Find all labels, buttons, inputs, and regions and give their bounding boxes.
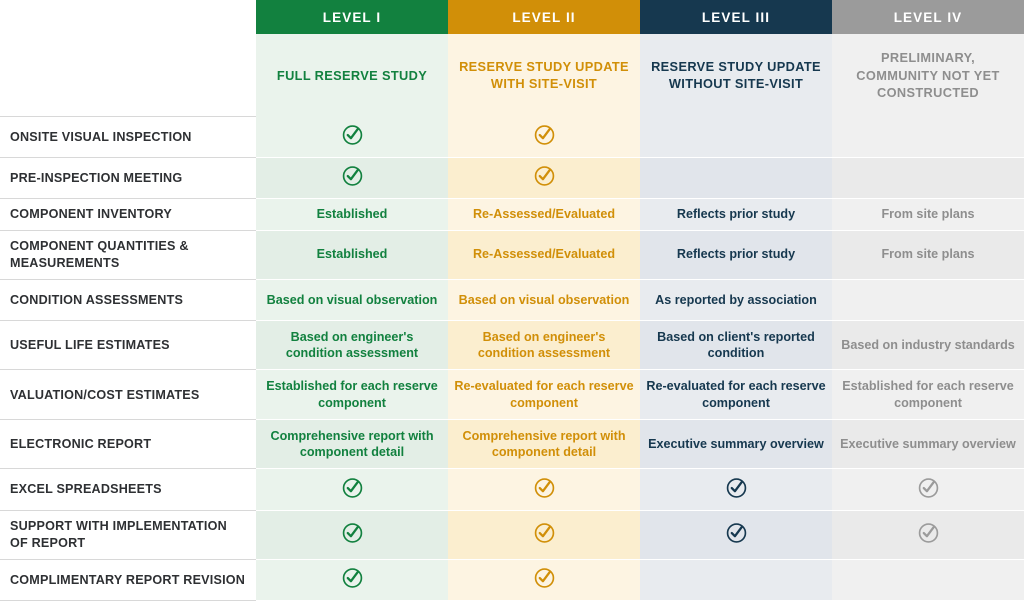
header-level-4: LEVEL IV (832, 0, 1024, 34)
table-cell (640, 117, 832, 158)
table-cell: From site plans (832, 230, 1024, 279)
table-cell (832, 559, 1024, 600)
table-cell: Reflects prior study (640, 199, 832, 231)
header-level-3: LEVEL III (640, 0, 832, 34)
header-corner-blank (0, 0, 256, 34)
table-cell: Re-Assessed/Evaluated (448, 199, 640, 231)
header-description-4: PRELIMINARY, COMMUNITY NOT YET CONSTRUCTED (832, 34, 1024, 117)
table-cell: Based on industry standards (832, 321, 1024, 370)
table-cell: Established for each reserve component (832, 370, 1024, 419)
table-cell: Based on visual observation (448, 279, 640, 320)
table-cell (640, 559, 832, 600)
table-row (0, 370, 1024, 419)
table-row (0, 510, 1024, 559)
table-cell: Re-evaluated for each reserve component (640, 370, 832, 419)
row-label: VALUATION/COST ESTIMATES (0, 370, 256, 419)
check-icon (534, 477, 555, 498)
row-label: ONSITE VISUAL INSPECTION (0, 117, 256, 158)
check-icon (342, 522, 363, 543)
table-row (0, 117, 1024, 158)
table-cell (256, 469, 448, 510)
table-row (0, 559, 1024, 600)
header-level-2: LEVEL II (448, 0, 640, 34)
table-cell: Based on client's reported condition (640, 321, 832, 370)
row-label: COMPLIMENTARY REPORT REVISION (0, 559, 256, 600)
table-cell: From site plans (832, 199, 1024, 231)
table-cell (448, 117, 640, 158)
table-cell (832, 157, 1024, 198)
table-body (0, 117, 1024, 601)
check-icon (342, 477, 363, 498)
table-cell: Established (256, 199, 448, 231)
table-cell (640, 157, 832, 198)
header-description-1: FULL RESERVE STUDY (256, 34, 448, 117)
header-description-blank (0, 34, 256, 117)
table-cell (832, 117, 1024, 158)
table-cell: Based on engineer's condition assessment (448, 321, 640, 370)
table-cell: Based on visual observation (256, 279, 448, 320)
table-cell (448, 559, 640, 600)
table-cell (256, 559, 448, 600)
check-icon (342, 567, 363, 588)
check-icon (342, 165, 363, 186)
table-cell: Based on engineer's condition assessment (256, 321, 448, 370)
table-cell (256, 117, 448, 158)
check-icon (534, 522, 555, 543)
table-cell: Reflects prior study (640, 230, 832, 279)
table-header-levels (0, 0, 1024, 34)
table-row (0, 419, 1024, 468)
table-cell: Comprehensive report with component detail (448, 419, 640, 468)
table-cell: Re-Assessed/Evaluated (448, 230, 640, 279)
row-label: PRE-INSPECTION MEETING (0, 157, 256, 198)
table-cell (448, 510, 640, 559)
table-cell: Re-evaluated for each reserve component (448, 370, 640, 419)
table-cell: As reported by association (640, 279, 832, 320)
row-label: EXCEL SPREADSHEETS (0, 469, 256, 510)
table-cell (256, 157, 448, 198)
row-label: ELECTRONIC REPORT (0, 419, 256, 468)
table-cell: Executive summary overview (640, 419, 832, 468)
check-icon (726, 522, 747, 543)
table-cell (640, 510, 832, 559)
table-cell: Executive summary overview (832, 419, 1024, 468)
table-cell (448, 157, 640, 198)
row-label: SUPPORT WITH IMPLEMENTATION OF REPORT (0, 510, 256, 559)
row-label: COMPONENT INVENTORY (0, 199, 256, 231)
check-icon (918, 477, 939, 498)
table-cell (448, 469, 640, 510)
table-cell: Comprehensive report with component detail (256, 419, 448, 468)
table-row (0, 279, 1024, 320)
table-row (0, 199, 1024, 231)
table-cell (832, 469, 1024, 510)
check-icon (342, 124, 363, 145)
check-icon (726, 477, 747, 498)
table-row (0, 230, 1024, 279)
table-row (0, 321, 1024, 370)
header-description-3: RESERVE STUDY UPDATE WITHOUT SITE-VISIT (640, 34, 832, 117)
table-cell (256, 510, 448, 559)
table-cell (640, 469, 832, 510)
header-description-2: RESERVE STUDY UPDATE WITH SITE-VISIT (448, 34, 640, 117)
check-icon (534, 124, 555, 145)
table-cell: Established (256, 230, 448, 279)
table-row (0, 469, 1024, 510)
check-icon (918, 522, 939, 543)
check-icon (534, 165, 555, 186)
row-label: USEFUL LIFE ESTIMATES (0, 321, 256, 370)
check-icon (534, 567, 555, 588)
row-label: COMPONENT QUANTITIES & MEASUREMENTS (0, 230, 256, 279)
table-cell (832, 510, 1024, 559)
table-cell: Established for each reserve component (256, 370, 448, 419)
table-cell (832, 279, 1024, 320)
row-label: CONDITION ASSESSMENTS (0, 279, 256, 320)
table-row (0, 157, 1024, 198)
header-level-1: LEVEL I (256, 0, 448, 34)
table-header-descriptions (0, 34, 1024, 117)
